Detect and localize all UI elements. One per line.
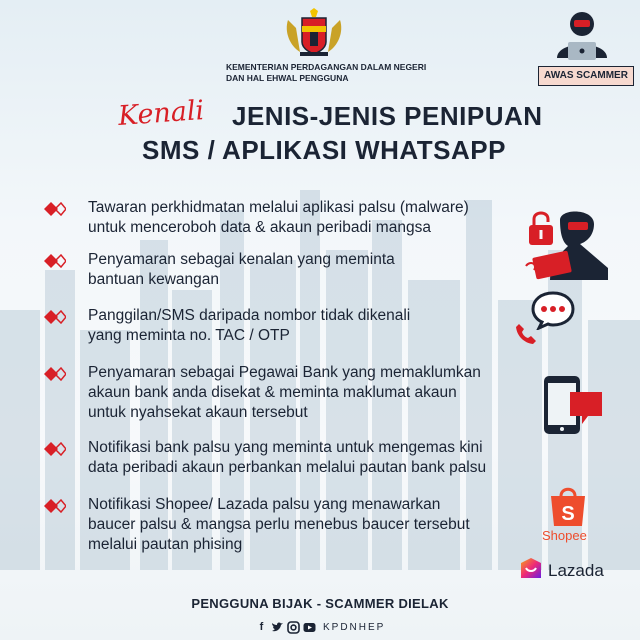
- item-text: [88, 495, 470, 555]
- bullet-icon: [44, 254, 66, 268]
- bullet-icon: [44, 310, 66, 324]
- lazada-logo-icon: [518, 556, 544, 582]
- shopee-label: Shopee: [542, 528, 587, 543]
- item-line: untuk menceroboh data & akaun peribadi mangsa: [88, 219, 431, 236]
- item-line: data peribadi akaun perbankan melalui pautan bank palsu: [88, 459, 487, 476]
- title-line-2: SMS / APLIKASI WHATSAPP: [142, 135, 506, 165]
- item-text: [88, 198, 469, 238]
- item-line: melalui pautan phising: [88, 536, 243, 553]
- item-text: [88, 363, 481, 423]
- ministry-line-2: DAN HAL EHWAL PENGGUNA: [226, 73, 349, 83]
- title-line-1: JENIS-JENIS PENIPUAN: [232, 101, 543, 131]
- ministry-name: [226, 62, 426, 84]
- crest-icon: [282, 8, 346, 58]
- bullet-icon: [44, 442, 66, 456]
- awas-scammer-badge: AWAS SCAMMER: [538, 66, 634, 86]
- item-line: akaun bank anda disekat & meminta maklumat akaun: [88, 384, 457, 401]
- social-links: [255, 619, 385, 635]
- smartphone-alert-icon: [542, 374, 606, 436]
- footer-slogan: PENGGUNA BIJAK - SCAMMER DIELAK: [191, 596, 449, 611]
- phone-icon: [514, 322, 538, 346]
- facebook-icon[interactable]: f: [259, 620, 264, 633]
- twitter-icon[interactable]: [271, 621, 284, 634]
- bullet-icon: [44, 202, 66, 216]
- hacker-laptop-icon: [520, 208, 612, 280]
- item-line: Penyamaran sebagai kenalan yang meminta: [88, 251, 395, 268]
- lazada-label: Lazada: [548, 561, 604, 580]
- item-text: [88, 438, 486, 478]
- item-line: untuk nyahsekat akaun tersebut: [88, 404, 308, 421]
- hacker-icon: [551, 8, 613, 66]
- item-line: Notifikasi bank palsu yang meminta untuk mengemas kini: [88, 439, 483, 456]
- ministry-line-1: KEMENTERIAN PERDAGANGAN DALAM NEGERI: [226, 62, 427, 72]
- item-line: bantuan kewangan: [88, 271, 220, 288]
- shopee-bag-icon: [548, 484, 588, 528]
- item-text: [88, 306, 410, 346]
- youtube-icon[interactable]: [303, 621, 316, 634]
- item-line: yang meminta no. TAC / OTP: [88, 327, 290, 344]
- svg-text:S: S: [561, 503, 575, 525]
- instagram-icon[interactable]: [287, 621, 300, 634]
- item-line: Notifikasi Shopee/ Lazada palsu yang menawarkan: [88, 496, 441, 513]
- title-script: Kenali: [117, 95, 206, 132]
- item-line: Tawaran perkhidmatan melalui aplikasi palsu (malware): [88, 199, 469, 216]
- social-handle: KPDNHEP: [323, 621, 386, 633]
- bullet-icon: [44, 367, 66, 381]
- item-line: Panggilan/SMS daripada nombor tidak dikenali: [88, 307, 411, 324]
- item-line: Penyamaran sebagai Pegawai Bank yang memaklumkan: [88, 364, 481, 381]
- item-line: baucer palsu & mangsa perlu menebus baucer tersebut: [88, 516, 470, 533]
- item-text: [88, 250, 395, 290]
- bullet-icon: [44, 499, 66, 513]
